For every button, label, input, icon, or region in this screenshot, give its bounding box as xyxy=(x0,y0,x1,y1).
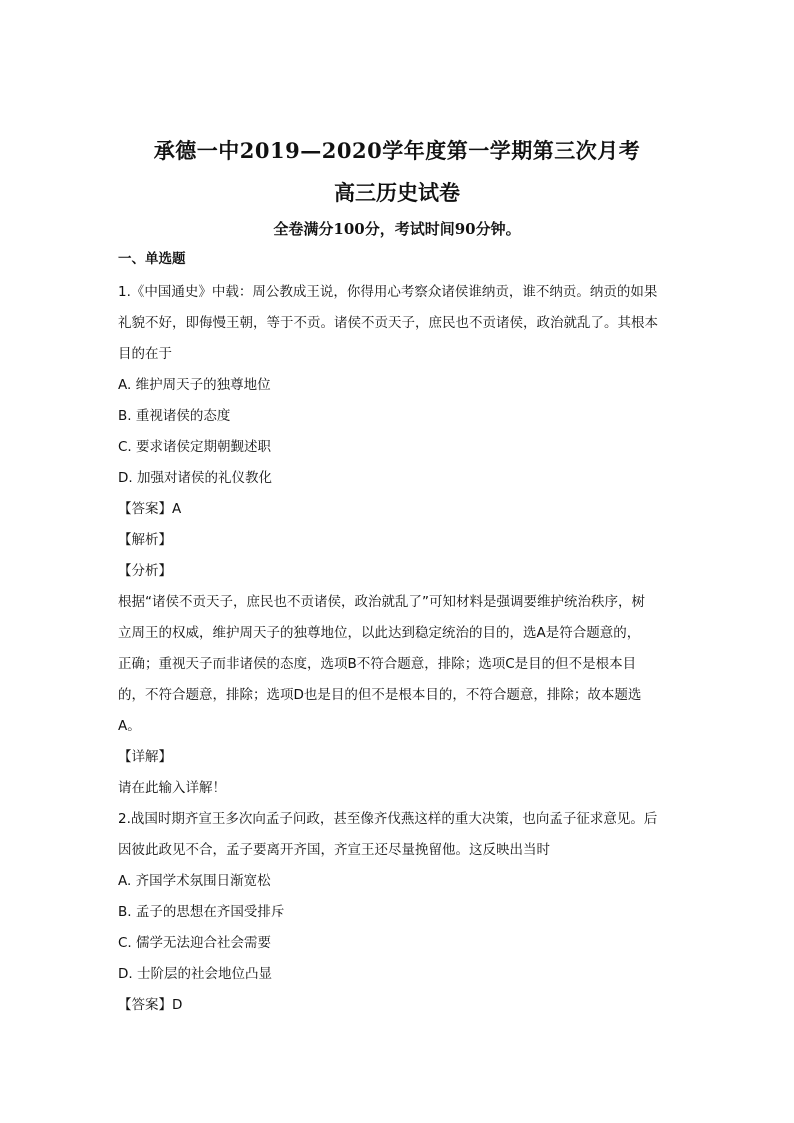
q1-analysis-line: A。 xyxy=(118,718,141,734)
q1-fenxi-label: 【分析】 xyxy=(118,563,172,579)
q1-option-d: D. 加强对诸侯的礼仪教化 xyxy=(118,470,272,486)
q1-option-a: A. 维护周天子的独尊地位 xyxy=(118,377,271,393)
q1-analysis-line: 立周王的权威，维护周天子的独尊地位，以此达到稳定统治的目的，选A是符合题意的， xyxy=(118,625,641,641)
q2-option-d: D. 士阶层的社会地位凸显 xyxy=(118,966,272,982)
q1-jiexi-label: 【解析】 xyxy=(118,532,172,548)
exam-note: 全卷满分100分，考试时间90分钟。 xyxy=(273,220,521,238)
q2-stem-line: 因彼此政见不合，孟子要离开齐国，齐宣王还尽量挽留他。这反映出当时 xyxy=(118,842,550,858)
q1-detail-label: 【详解】 xyxy=(118,749,172,765)
answer-value: A xyxy=(172,501,182,517)
q2-option-b: B. 孟子的思想在齐国受排斥 xyxy=(118,904,285,920)
answer-label: 【答案】 xyxy=(118,997,172,1013)
q1-option-b: B. 重视诸侯的态度 xyxy=(118,408,231,424)
q1-analysis-line: 的，不符合题意，排除；选项D也是目的但不是根本目的，不符合题意，排除；故本题选 xyxy=(118,687,642,703)
q2-stem-line: 2.战国时期齐宣王多次向孟子问政，甚至像齐伐燕这样的重大决策，也向孟子征求意见。后 xyxy=(118,811,658,827)
exam-subtitle: 高三历史试卷 xyxy=(334,180,460,205)
answer-value: D xyxy=(172,997,183,1013)
answer-label: 【答案】 xyxy=(118,501,172,517)
q1-analysis-line: 根据“诸侯不贡天子，庶民也不贡诸侯，政治就乱了”可知材料是强调要维护统治秩序，树 xyxy=(118,594,645,610)
q1-stem-line: 1.《中国通史》中载：周公教成王说，你得用心考察众诸侯谁纳贡，谁不纳贡。纳贡的如果 xyxy=(118,284,658,300)
section-heading: 一、单选题 xyxy=(118,251,186,267)
q2-answer xyxy=(118,990,678,1021)
q1-stem-line: 目的在于 xyxy=(118,346,172,362)
question-2 xyxy=(118,804,678,1021)
question-1 xyxy=(118,277,678,804)
exam-title: 承德一中2019—2020学年度第一学期第三次月考 xyxy=(153,138,641,163)
q1-answer xyxy=(118,494,678,525)
q2-option-c: C. 儒学无法迎合社会需要 xyxy=(118,935,272,951)
q1-stem-line: 礼貌不好，即侮慢王朝，等于不贡。诸侯不贡天子，庶民也不贡诸侯，政治就乱了。其根本 xyxy=(118,315,658,331)
q1-detail-text: 请在此输入详解！ xyxy=(118,780,226,796)
q1-analysis-line: 正确；重视天子而非诸侯的态度，选项B不符合题意，排除；选项C是目的但不是根本目 xyxy=(118,656,637,672)
q1-option-c: C. 要求诸侯定期朝觐述职 xyxy=(118,439,272,455)
document-body xyxy=(118,246,678,1021)
q2-option-a: A. 齐国学术氛围日渐宽松 xyxy=(118,873,271,889)
